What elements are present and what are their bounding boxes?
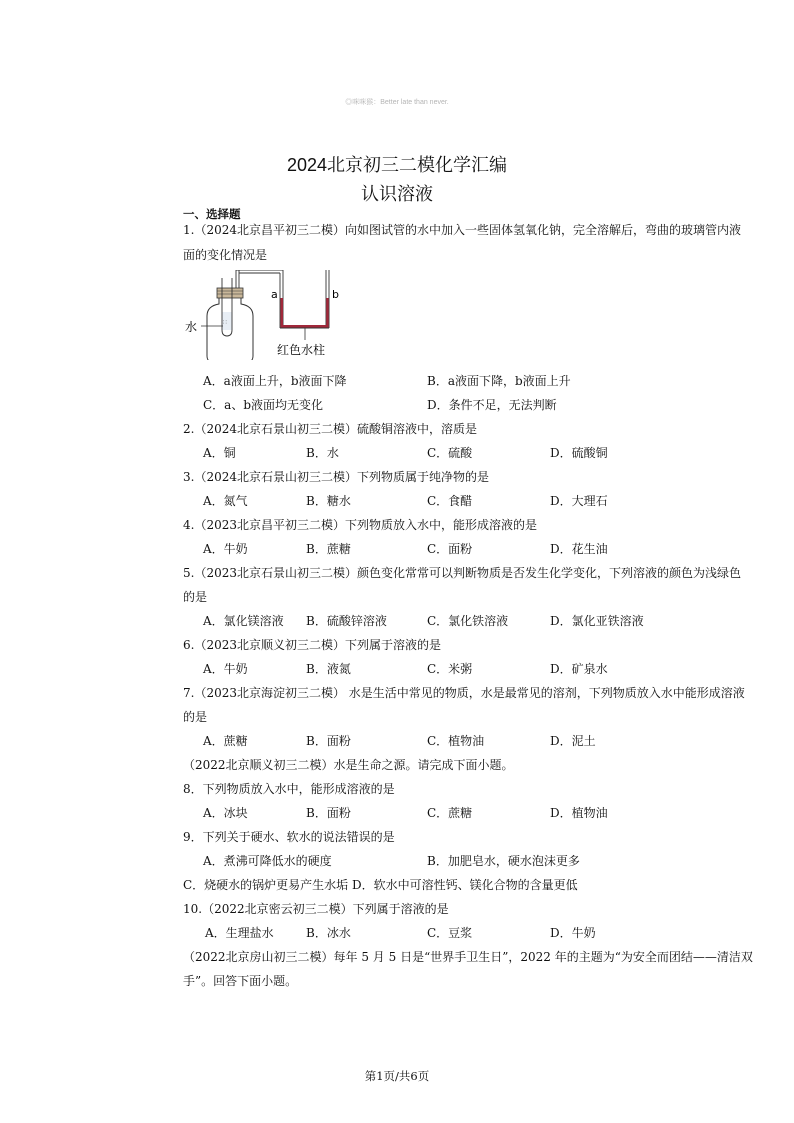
- q3-option-c: C．食醋: [427, 494, 473, 508]
- q1-stem-line1: 1.（2024北京昌平初三二模）向如图试管的水中加入一些固体氢氧化钠，完全溶解后，弯曲的玻璃管内液: [183, 223, 741, 237]
- document-title: 2024北京初三二模化学汇编: [286, 155, 508, 175]
- q1-option-c: C．a、b液面均无变化: [203, 398, 324, 412]
- q7-option-d: D．泥土: [550, 734, 596, 748]
- page-footer: 第1页/共6页: [364, 1069, 430, 1083]
- q1-stem-line2: 面的变化情况是: [183, 248, 268, 262]
- q5-stem-line1: 5.（2023北京石景山初三二模）颜色变化常常可以判断物质是否发生化学变化，下列溶液的颜色为浅绿色: [183, 566, 741, 580]
- q2-option-b: B．水: [306, 446, 339, 460]
- q1-option-d: D．条件不足，无法判断: [427, 398, 557, 412]
- q4-stem: 4.（2023北京昌平初三二模）下列物质放入水中，能形成溶液的是: [183, 518, 537, 532]
- label-red-column: 红色水柱: [277, 343, 326, 357]
- q9-option-b: B．加肥皂水，硬水泡沫更多: [427, 854, 580, 868]
- q4-option-c: C．面粉: [427, 542, 473, 556]
- q5-option-a: A．氯化镁溶液: [203, 614, 284, 628]
- q1-option-a: A．a液面上升，b液面下降: [203, 374, 347, 388]
- q5-option-c: C．氯化铁溶液: [427, 614, 509, 628]
- q10-stem: 10.（2022北京密云初三二模）下列属于溶液的是: [183, 902, 449, 916]
- q7-stem-line1: 7.（2023北京海淀初三二模） 水是生活中常见的物质，水是最常见的溶剂，下列物质放入水中能形成溶液: [183, 686, 745, 700]
- q8-option-c: C．蔗糖: [427, 806, 473, 820]
- group1-intro: （2022北京顺义初三二模）水是生命之源。请完成下面小题。: [183, 758, 514, 772]
- q5-stem-line2: 的是: [183, 590, 208, 604]
- q3-option-a: A．氮气: [203, 494, 248, 508]
- q10-option-c: C．豆浆: [427, 926, 473, 940]
- stopper: [217, 288, 243, 298]
- q3-option-b: B．糖水: [306, 494, 351, 508]
- q6-option-a: A．牛奶: [203, 662, 248, 676]
- q7-option-a: A．蔗糖: [203, 734, 248, 748]
- q5-option-b: B．硫酸锌溶液: [306, 614, 387, 628]
- q5-option-d: D．氯化亚铁溶液: [550, 614, 644, 628]
- q4-option-b: B．蔗糖: [306, 542, 351, 556]
- watermark: ◎咪咪猴：Better late than never.: [345, 99, 449, 106]
- q2-stem: 2.（2024北京石景山初三二模）硫酸铜溶液中，溶质是: [183, 422, 477, 436]
- q7-stem-line2: 的是: [183, 710, 208, 724]
- q6-option-c: C．米粥: [427, 662, 473, 676]
- q9-option-c-d: C．烧硬水的锅炉更易产生水垢 D．软水中可溶性钙、镁化合物的含量更低: [183, 878, 578, 892]
- q10-option-a: A．生理盐水: [205, 926, 274, 940]
- group2-intro-line2: 手”。回答下面小题。: [183, 974, 298, 988]
- q7-option-c: C．植物油: [427, 734, 485, 748]
- q2-option-c: C．硫酸: [427, 446, 473, 460]
- q4-option-a: A．牛奶: [203, 542, 248, 556]
- q2-option-a: A．铜: [203, 446, 236, 460]
- label-b: b: [332, 288, 339, 301]
- q4-option-d: D．花生油: [550, 542, 608, 556]
- red-water-column: [281, 298, 328, 328]
- q8-option-a: A．冰块: [203, 806, 248, 820]
- q3-option-d: D．大理石: [550, 494, 608, 508]
- section-heading: 一、选择题: [183, 207, 241, 221]
- q9-option-a: A．煮沸可降低水的硬度: [203, 854, 332, 868]
- q10-option-d: D．牛奶: [550, 926, 596, 940]
- q9-stem: 9．下列关于硬水、软水的说法错误的是: [183, 830, 395, 844]
- q7-option-b: B．面粉: [306, 734, 351, 748]
- q3-stem: 3.（2024北京石景山初三二模）下列物质属于纯净物的是: [183, 470, 489, 484]
- label-water: 水: [185, 320, 198, 334]
- q1-apparatus-figure: [183, 270, 363, 360]
- q6-option-b: B．液氮: [306, 662, 351, 676]
- q10-option-b: B．冰水: [306, 926, 351, 940]
- q1-option-b: B．a液面下降，b液面上升: [427, 374, 571, 388]
- q8-option-d: D．植物油: [550, 806, 608, 820]
- svg-text:∷: ∷: [223, 319, 227, 326]
- q6-stem: 6.（2023北京顺义初三二模）下列属于溶液的是: [183, 638, 441, 652]
- q8-option-b: B．面粉: [306, 806, 351, 820]
- label-a: a: [271, 288, 278, 301]
- group2-intro-line1: （2022北京房山初三二模）每年 5 月 5 日是“世界手卫生日”，2022 年的主题为“为安全而团结——清洁双: [183, 950, 753, 964]
- q8-stem: 8．下列物质放入水中，能形成溶液的是: [183, 782, 395, 796]
- q2-option-d: D．硫酸铜: [550, 446, 608, 460]
- q6-option-d: D．矿泉水: [550, 662, 608, 676]
- document-subtitle: 认识溶液: [361, 184, 433, 204]
